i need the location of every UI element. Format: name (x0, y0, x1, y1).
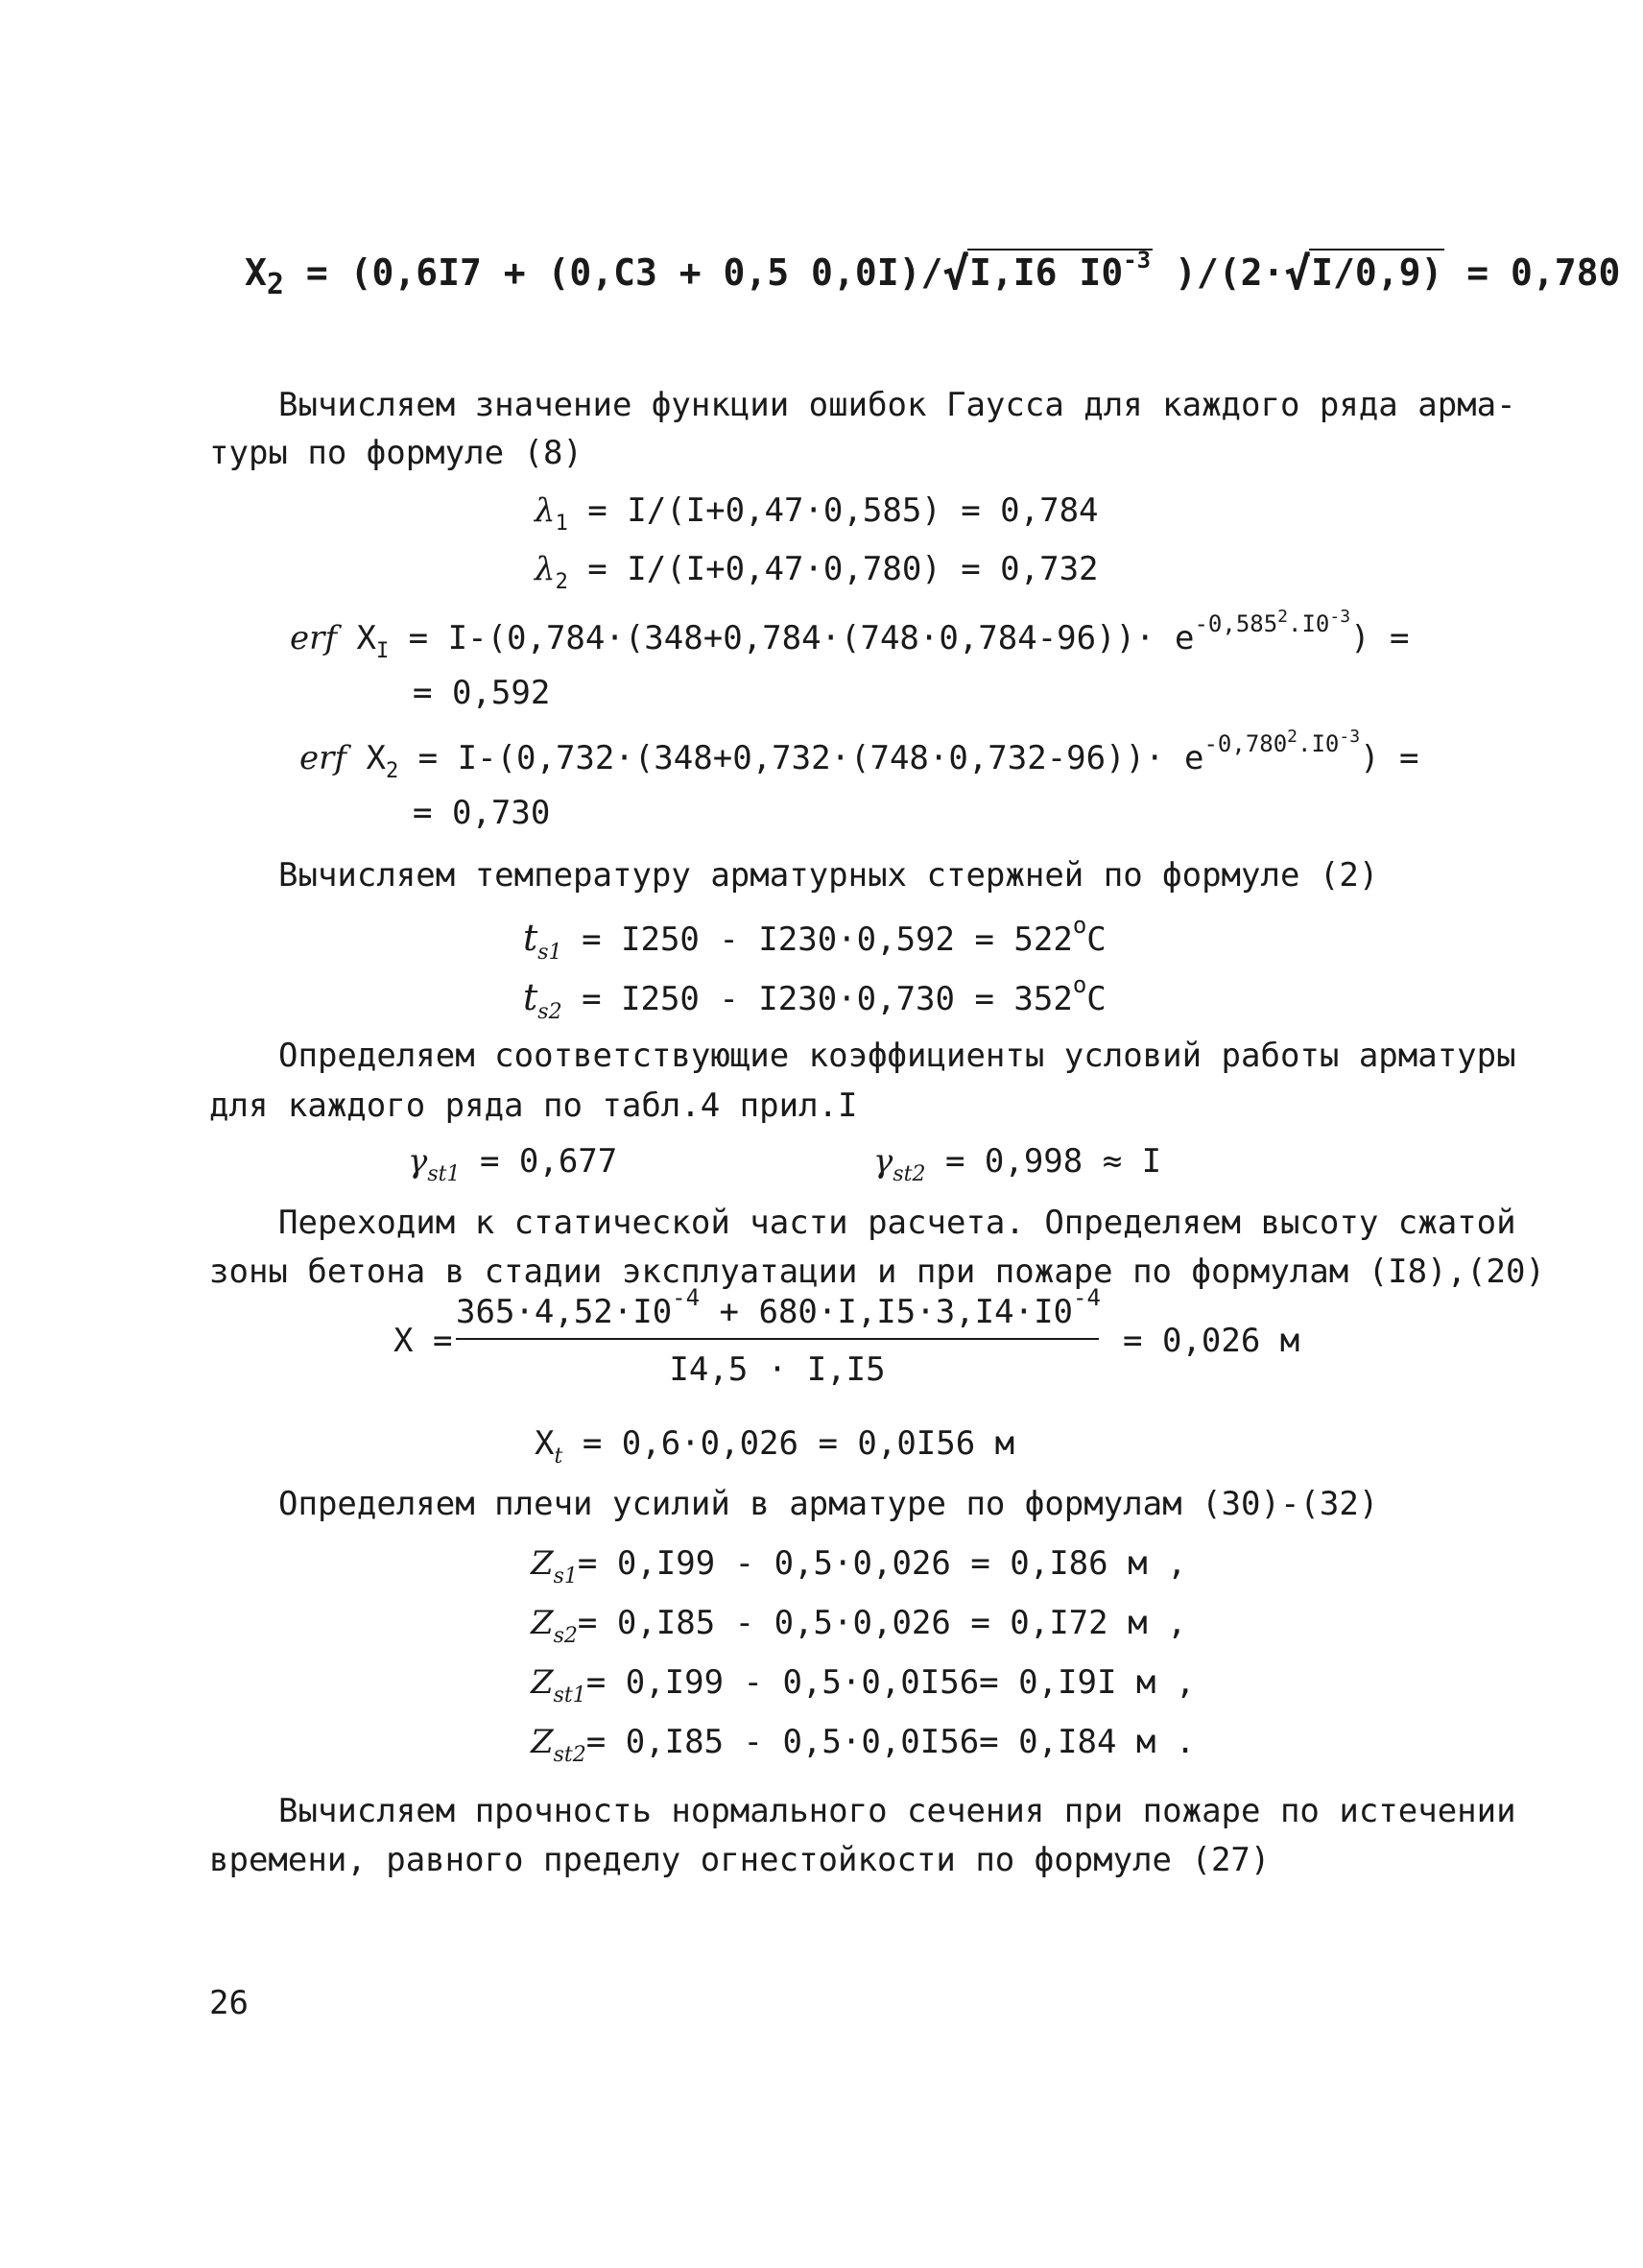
erf2-text: = I-(0,732·(348+0,732·(748·0,732-96))· e (417, 739, 1204, 777)
erf1-var: X (356, 619, 376, 657)
x2-radical1: I,I6 $I0^{-3}$ (969, 247, 1152, 294)
lambda1-sym: λ (535, 491, 556, 530)
ts2-sym: t (523, 976, 538, 1018)
ts1-sub: s1 (537, 941, 562, 965)
gamma2-text: = 0,998 ≈ I (944, 1142, 1162, 1181)
x2-eq-sign: = (305, 251, 328, 294)
xt-sub: t (554, 1444, 563, 1468)
gamma1-sub: st1 (427, 1162, 461, 1186)
lambda2-line (535, 550, 1099, 594)
sqrt-icon: √ (1284, 248, 1312, 299)
gamma1-line (408, 1142, 618, 1186)
lambda2-text: = I/(I+0,47·0,780) = 0,732 (587, 550, 1099, 588)
x2-result: = 0,780 (1466, 251, 1621, 294)
erf2-var: X (366, 739, 386, 777)
gamma2-sub: st2 (893, 1162, 926, 1186)
z-line: $Z_{s2}= 0,I85 - 0,5\cdot 0,026 = 0,I72$ м , (531, 1604, 1187, 1648)
lambda2-sub: 2 (555, 570, 568, 594)
erf2-sub: 2 (385, 759, 399, 783)
x2-part2: )/(2· (1175, 251, 1285, 294)
para3-line1: Определяем соответствующие коэффициенты условий работы арматуры (278, 1037, 1516, 1075)
fracx-lhs: X = (393, 1322, 453, 1360)
erf2-fn: erf (299, 739, 346, 777)
ts1-deg: o (1072, 912, 1087, 939)
lambda2-sym: λ (535, 550, 556, 588)
x2-lhs: X (245, 251, 267, 294)
erf2-result: = 0,730 (413, 794, 551, 832)
erf2-line (299, 727, 1419, 783)
para6-line1: Вычисляем прочность нормального сечения при пожаре по истечении (278, 1792, 1516, 1830)
lambda1-text: = I/(I+0,47·0,585) = 0,784 (587, 491, 1099, 530)
x2-lhs-sub: 2 (266, 268, 284, 301)
para3-line2: для каждого ряда по табл.4 прил.I (209, 1086, 858, 1125)
erf1-tail: ) = (1350, 619, 1410, 657)
ts2-text: = I250 - I230·0,730 = 352 (582, 980, 1073, 1018)
z-line: $Z_{st1}= 0,I99 - 0,5\cdot 0,0I56= 0,I9I$ м , (531, 1663, 1196, 1707)
erf1-fn: erf (290, 619, 337, 657)
xt-line (535, 1424, 1015, 1468)
para4-line1: Переходим к статической части расчета. Определяем высоту сжатой (278, 1204, 1516, 1242)
z-line: $Z_{st2}= 0,I85 - 0,5\cdot 0,0I56= 0,I84$ м . (531, 1723, 1196, 1767)
ts1-sym: t (523, 917, 538, 959)
sqrt-icon: √ (942, 248, 970, 299)
lambda1-sub: 1 (555, 512, 568, 536)
ts1-line (523, 912, 1107, 965)
gamma2-line (873, 1142, 1162, 1186)
gamma1-sym: γ (408, 1142, 428, 1181)
fracx-numerator: $365\cdot 4,52\cdot I0^{-4} + 680\cdot I,I5\cdot 3,I4\cdot I0^{-4}$ (456, 1284, 1101, 1331)
ts1-text: = I250 - I230·0,592 = 522 (582, 920, 1073, 959)
z-line: $Z_{s1}= 0,I99 - 0,5\cdot 0,026 = 0,I86$ м , (531, 1544, 1187, 1588)
gamma1-text: = 0,677 (479, 1142, 618, 1181)
para5: Определяем плечи усилий в арматуре по формулам (30)-(32) (278, 1485, 1379, 1523)
ts1-unit: C (1086, 920, 1107, 959)
fracx-result: = 0,026 м (1123, 1322, 1300, 1360)
para6-line2: времени, равного пределу огнестойкости по формуле (27) (209, 1841, 1271, 1879)
ts2-sub: s2 (537, 1000, 562, 1024)
erf1-line (290, 607, 1410, 663)
x2-part1: (0,6I7 + (0,C3 + 0,5 0,0I)/ (349, 251, 943, 294)
fracx-fraction (456, 1284, 1101, 1394)
lambda1-line (535, 491, 1099, 536)
equation-x2 (245, 247, 1621, 301)
erf1-exp: -0,5852.I0-3 (1194, 607, 1351, 637)
erf1-text: = I-(0,784·(348+0,784·(748·0,784-96))· e (408, 619, 1195, 657)
ts2-unit: C (1086, 980, 1107, 1018)
para2: Вычисляем температуру арматурных стержней по формуле (2) (278, 856, 1379, 895)
fraction-bar (456, 1338, 1099, 1340)
x2-radical2: I/0,9) (1309, 249, 1444, 291)
erf2-exp: -0,7802.I0-3 (1203, 727, 1361, 757)
ts2-deg: o (1072, 971, 1087, 998)
para4-line2: зоны бетона в стадии эксплуатации и при пожаре по формулам (I8),(20) (209, 1253, 1545, 1291)
gamma2-sym: γ (873, 1142, 893, 1181)
para1-line2: туры по формуле (8) (209, 434, 583, 472)
fracx-denominator: I4,5 · I,I5 (669, 1350, 886, 1389)
xt-text: = 0,6·0,026 = 0,0I56 м (582, 1424, 1015, 1463)
xt-sym: X (535, 1424, 555, 1463)
page-number: 26 (209, 1984, 249, 2022)
erf2-tail: ) = (1360, 739, 1419, 777)
para1-line1: Вычисляем значение функции ошибок Гаусса для каждого ряда арма- (278, 386, 1516, 424)
ts2-line (523, 971, 1107, 1024)
erf1-result: = 0,592 (413, 674, 551, 712)
erf1-sub: I (375, 639, 390, 663)
